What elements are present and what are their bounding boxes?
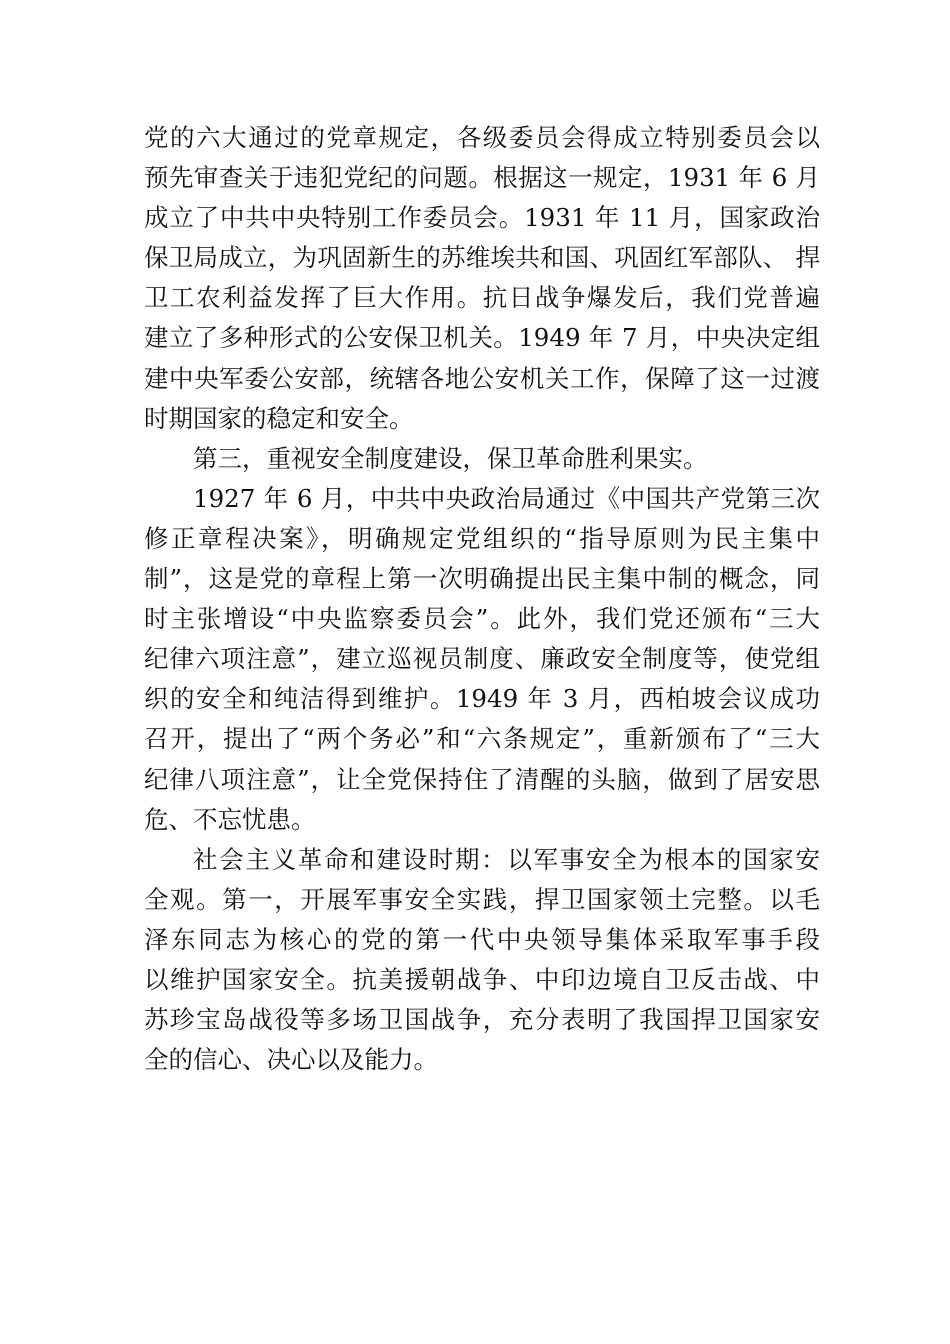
text-line: 党的六大通过的党章规定，各级委员会得成立特别委员会以 [144, 123, 820, 152]
text-line: 以维护国家安全。抗美援朝战争、中印边境自卫反击战、中 [144, 964, 820, 994]
text-line: 制”，这是党的章程上第一次明确提出民主集中制的概念，同 [144, 564, 820, 594]
text-line: 预先审查关于违犯党纪的问题。根据这一规定，1931 年 6 月 [144, 163, 820, 193]
text-line: 召开，提出了“两个务必”和“六条规定”，重新颁布了“三大 [144, 724, 820, 754]
text-line: 成立了中共中央特别工作委员会。1931 年 11 月，国家政治 [144, 203, 820, 233]
paragraph [144, 439, 820, 479]
text-line: 危、不忘忧患。 [144, 804, 316, 834]
text-line: 1927 年 6 月，中共中央政治局通过《中国共产党第三次 [193, 483, 820, 513]
text-line: 泽东同志为核心的党的第一代中央领导集体采取军事手段 [144, 924, 820, 954]
text-line: 修正章程决案》，明确规定党组织的“指导原则为民主集中 [144, 523, 820, 553]
text-line: 建立了多种形式的公安保卫机关。1949 年 7 月，中央决定组 [144, 323, 820, 353]
text-line: 保卫局成立，为巩固新生的苏维埃共和国、巩固红军部队、 捍 [144, 243, 820, 273]
section-heading: 第三，重视安全制度建设，保卫革命胜利果实。 [193, 443, 708, 473]
text-line: 苏珍宝岛战役等多场卫国战争，充分表明了我国捍卫国家安 [144, 1005, 820, 1035]
text-line: 建中央军委公安部，统辖各地公安机关工作，保障了这一过渡 [144, 363, 820, 393]
text-line: 织的安全和纯洁得到维护。1949 年 3 月，西柏坡会议成功 [144, 684, 820, 714]
text-line: 全观。第一，开展军事安全实践，捍卫国家领土完整。以毛 [144, 884, 820, 914]
text-line: 时主张增设“中央监察委员会”。此外，我们党还颁布“三大 [144, 604, 820, 634]
document-body [144, 118, 820, 1080]
text-line: 社会主义革命和建设时期：以军事安全为根本的国家安 [193, 844, 820, 874]
paragraph [144, 479, 820, 840]
text-line: 卫工农利益发挥了巨大作用。抗日战争爆发后，我们党普遍 [144, 283, 820, 313]
text-line: 全的信心、决心以及能力。 [144, 1045, 438, 1075]
text-line: 纪律八项注意”，让全党保持住了清醒的头脑，做到了居安思 [144, 764, 820, 794]
paragraph [144, 118, 820, 439]
text-line: 纪律六项注意”，建立巡视员制度、廉政安全制度等，使党组 [144, 644, 820, 674]
paragraph [144, 840, 820, 1081]
text-line: 时期国家的稳定和安全。 [144, 403, 414, 433]
